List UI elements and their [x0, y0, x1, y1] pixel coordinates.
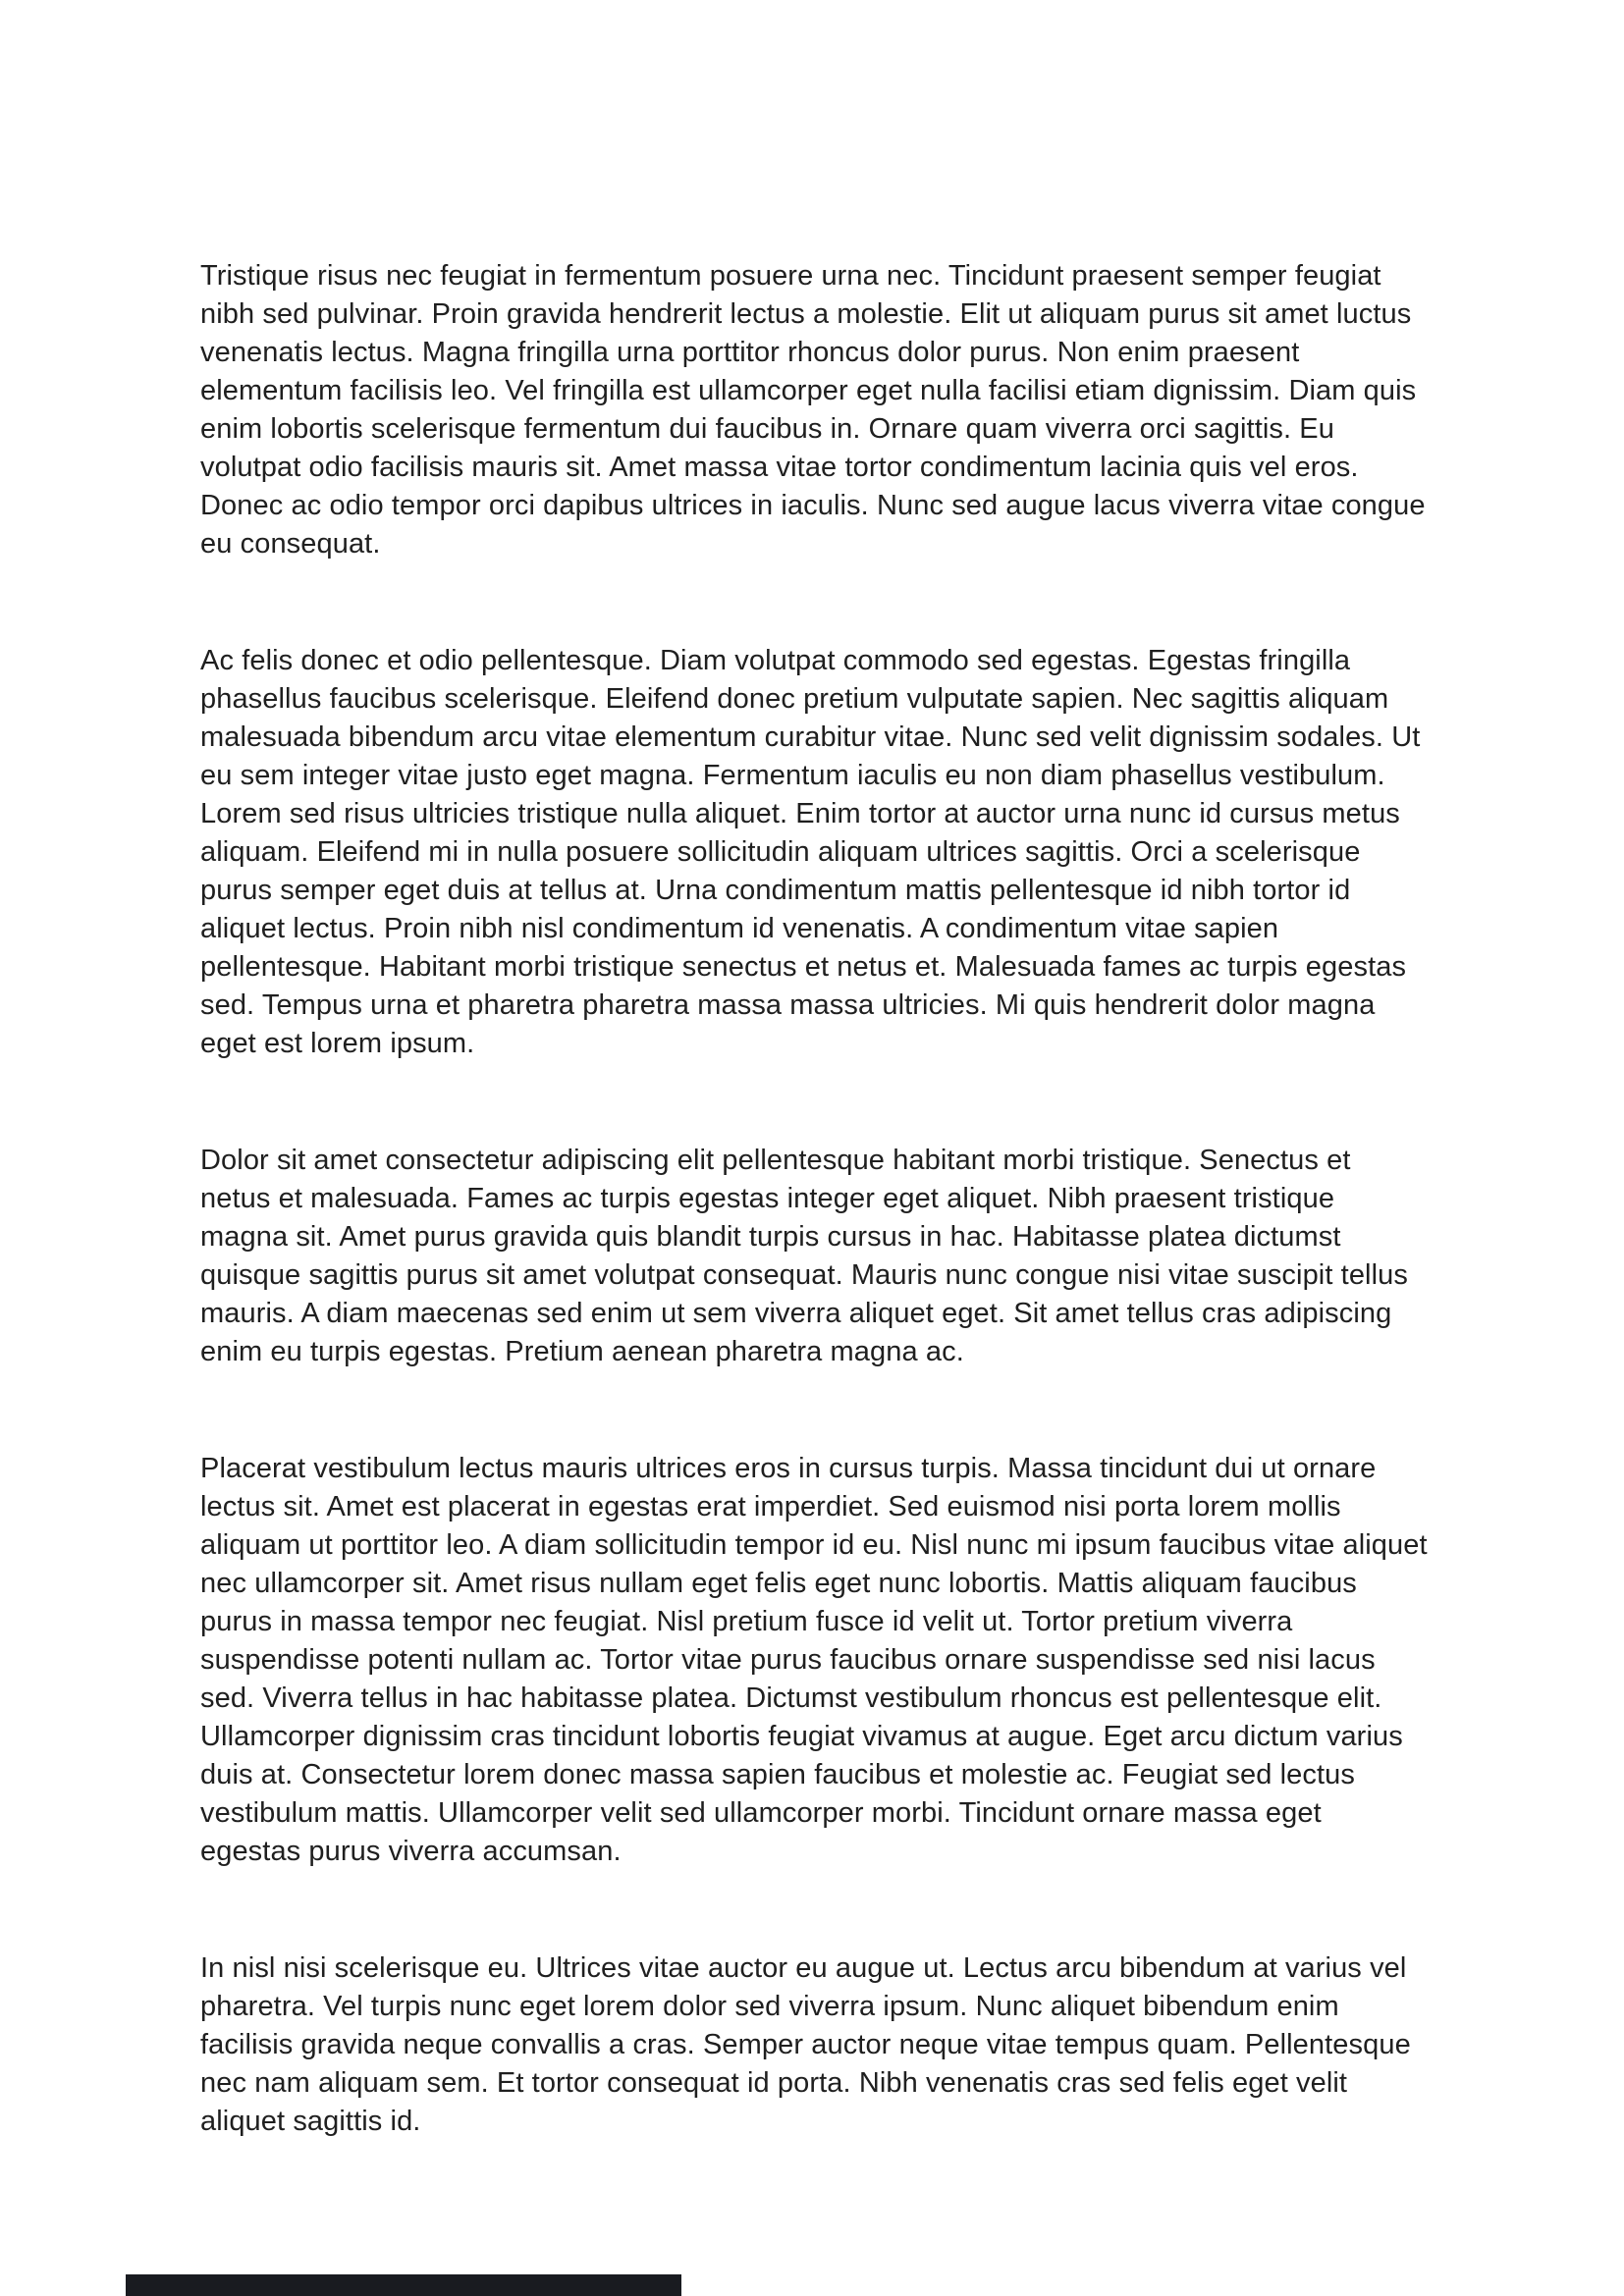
- paragraph-1: Tristique risus nec feugiat in fermentum posuere urna nec. Tincidunt praesent semper feugiat nibh sed pulvinar. Proin gravida hendrerit lectus a molestie. Elit ut aliquam purus sit amet luctus venenatis lectus. Magna fringilla urna porttitor rhoncus dolor purus. Non enim praesent elementum facilisis leo. Vel fringilla est ullamcorper eget nulla facilisi etiam dignissim. Diam quis enim lobortis scelerisque fermentum dui faucibus in. Ornare quam viverra orci sagittis. Eu volutpat odio facilisis mauris sit. Amet massa vitae tortor condimentum lacinia quis vel eros. Donec ac odio tempor orci dapibus ultrices in iaculis. Nunc sed augue lacus viverra vitae congue eu consequat.: [200, 260, 1426, 560]
- text-body: [200, 257, 1428, 2141]
- paragraph-5: In nisl nisi scelerisque eu. Ultrices vitae auctor eu augue ut. Lectus arcu bibendum at varius vel pharetra. Vel turpis nunc eget lorem dolor sed viverra ipsum. Nunc aliquet bibendum enim facilisis gravida neque convallis a cras. Semper auctor neque vitae tempus quam. Pellentesque nec nam aliquam sem. Et tortor consequat id porta. Nibh venenatis cras sed felis eget velit aliquet sagittis id.: [200, 1952, 1411, 2137]
- cropped-dark-element: [126, 2274, 681, 2296]
- paragraph-4: Placerat vestibulum lectus mauris ultrices eros in cursus turpis. Massa tincidunt dui ut ornare lectus sit. Amet est placerat in egestas erat imperdiet. Sed euismod nisi porta lorem mollis aliquam ut porttitor leo. A diam sollicitudin tempor id eu. Nisl nunc mi ipsum faucibus vitae aliquet nec ullamcorper sit. Amet risus nullam eget felis eget nunc lobortis. Mattis aliquam faucibus purus in massa tempor nec feugiat. Nisl pretium fusce id velit ut. Tortor pretium viverra suspendisse potenti nullam ac. Tortor vitae purus faucibus ornare suspendisse sed nisi lacus sed. Viverra tellus in hac habitasse platea. Dictumst vestibulum rhoncus est pellentesque elit. Ullamcorper dignissim cras tincidunt lobortis feugiat vivamus at augue. Eget arcu dictum varius duis at. Consectetur lorem donec massa sapien faucibus et molestie ac. Feugiat sed lectus vestibulum mattis. Ullamcorper velit sed ullamcorper morbi. Tincidunt ornare massa eget egestas purus viverra accumsan.: [200, 1453, 1428, 1867]
- paragraph-3: Dolor sit amet consectetur adipiscing elit pellentesque habitant morbi tristique. Senectus et netus et malesuada. Fames ac turpis egestas integer eget aliquet. Nibh praesent tristique magna sit. Amet purus gravida quis blandit turpis cursus in hac. Habitasse platea dictumst quisque sagittis purus sit amet volutpat consequat. Mauris nunc congue nisi vitae suscipit tellus mauris. A diam maecenas sed enim ut sem viverra aliquet eget. Sit amet tellus cras adipiscing enim eu turpis egestas. Pretium aenean pharetra magna ac.: [200, 1145, 1408, 1367]
- paragraph-2: Ac felis donec et odio pellentesque. Diam volutpat commodo sed egestas. Egestas fringilla phasellus faucibus scelerisque. Eleifend donec pretium vulputate sapien. Nec sagittis aliquam malesuada bibendum arcu vitae elementum curabitur vitae. Nunc sed velit dignissim sodales. Ut eu sem integer vitae justo eget magna. Fermentum iaculis eu non diam phasellus vestibulum. Lorem sed risus ultricies tristique nulla aliquet. Enim tortor at auctor urna nunc id cursus metus aliquam. Eleifend mi in nulla posuere sollicitudin aliquam ultrices sagittis. Orci a scelerisque purus semper eget duis at tellus at. Urna condimentum mattis pellentesque id nibh tortor id aliquet lectus. Proin nibh nisl condimentum id venenatis. A condimentum vitae sapien pellentesque. Habitant morbi tristique senectus et netus et. Malesuada fames ac turpis egestas sed. Tempus urna et pharetra pharetra massa massa ultricies. Mi quis hendrerit dolor magna eget est lorem ipsum.: [200, 645, 1421, 1059]
